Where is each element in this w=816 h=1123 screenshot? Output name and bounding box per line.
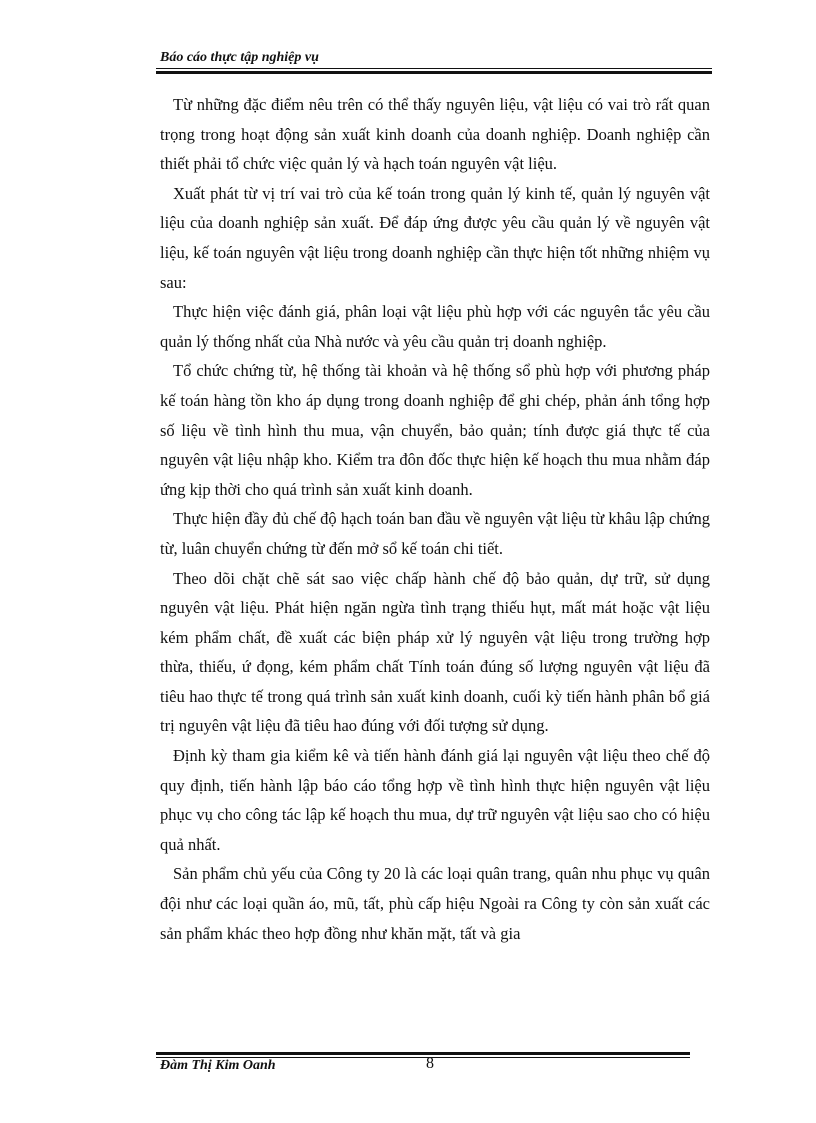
header-title: Báo cáo thực tập nghiệp vụ <box>160 50 319 65</box>
paragraph: Tổ chức chứng từ, hệ thống tài khoản và hệ thống sổ phù hợp với phương pháp kế toán hàng tồn kho áp dụng trong doanh nghiệp để ghi chép, phản ánh tổng hợp số liệu về tình hình thu mua, vận chuyển, bảo quản; tính được giá thực tế của nguyên vật liệu nhập kho. Kiểm tra đôn đốc thực hiện kế hoạch thu mua nhằm đáp ứng kịp thời cho quá trình sản xuất kinh doanh. <box>160 361 710 499</box>
paragraph: Theo dõi chặt chẽ sát sao việc chấp hành chế độ bảo quản, dự trữ, sử dụng nguyên vật liệu. Phát hiện ngăn ngừa tình trạng thiếu hụt, mất mát hoặc vật liệu kém phẩm chất, đề xuất các biện pháp xử lý nguyên vật liệu trong trường hợp thừa, thiếu, ứ đọng, kém phẩm chất Tính toán đúng số lượng nguyên vật liệu đã tiêu hao thực tế trong quá trình sản xuất kinh doanh, cuối kỳ tiến hành phân bổ giá trị nguyên vật liệu đã tiêu hao đúng với đối tượng sử dụng. <box>160 568 710 736</box>
footer-author: Đàm Thị Kim Oanh <box>160 1058 276 1073</box>
paragraph: Từ những đặc điểm nêu trên có thể thấy nguyên liệu, vật liệu có vai trò rất quan trọng trong hoạt động sản xuất kinh doanh của doanh nghiệp. Doanh nghiệp cần thiết phải tổ chức việc quản lý và hạch toán nguyên vật liệu. <box>160 95 710 174</box>
header-rule-thick <box>156 71 712 74</box>
paragraph: Thực hiện việc đánh giá, phân loại vật liệu phù hợp với các nguyên tắc yêu cầu quản lý thống nhất của Nhà nước và yêu cầu quản trị doanh nghiệp. <box>160 302 710 351</box>
page-number: 8 <box>426 1055 434 1072</box>
paragraph: Sản phẩm chủ yếu của Công ty 20 là các loại quân trang, quân nhu phục vụ quân đội như các loại quần áo, mũ, tất, phù cấp hiệu Ngoài ra Công ty còn sản xuất các sản phẩm khác theo hợp đồng như khăn mặt, tất và gia <box>160 864 710 943</box>
header-rule-thin <box>156 68 712 69</box>
paragraph: Thực hiện đầy đủ chế độ hạch toán ban đầu về nguyên vật liệu từ khâu lập chứng từ, luân chuyển chứng từ đến mở sổ kế toán chi tiết. <box>160 509 710 558</box>
footer-rule-thick <box>156 1052 690 1055</box>
body-text <box>160 90 710 948</box>
paragraph: Xuất phát từ vị trí vai trò của kế toán trong quản lý kinh tế, quản lý nguyên vật liệu của doanh nghiệp sản xuất. Để đáp ứng được yêu cầu quản lý về nguyên vật liệu, kế toán nguyên vật liệu trong doanh nghiệp cần thực hiện tốt những nhiệm vụ sau: <box>160 183 710 292</box>
paragraph: Định kỳ tham gia kiểm kê và tiến hành đánh giá lại nguyên vật liệu theo chế độ quy định, tiến hành lập báo cáo tổng hợp về tình hình thực hiện nguyên vật liệu phục vụ cho công tác lập kế hoạch thu mua, dự trữ nguyên vật liệu sao cho có hiệu quả nhất. <box>160 746 710 854</box>
